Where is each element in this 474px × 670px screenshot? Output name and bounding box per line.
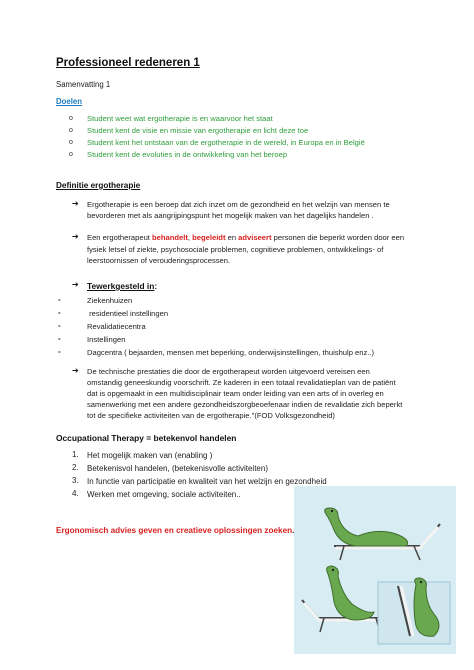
emphasis-behandelt: behandelt: [152, 233, 188, 242]
tewerk-item: Dagcentra ( bejaarden, mensen met beperking, onderwijsinstellingen, thuishulp enz..): [87, 348, 375, 357]
definitie-heading: Definitie ergotherapie: [56, 181, 141, 190]
occupational-item: Werken met omgeving, sociale activiteiten..: [87, 490, 241, 499]
number-2: 2.: [72, 463, 79, 472]
page-subtitle: Samenvatting 1: [56, 80, 111, 89]
doelen-heading: Doelen: [56, 97, 82, 106]
number-3: 3.: [72, 476, 79, 485]
dash-bullet-icon: -: [58, 295, 61, 304]
prestaties-text: samenwerking met een andere gezondheidszorgbeoefenaar indien de revalidatie zich beperkt: [87, 400, 403, 409]
goal-item: Student weet wat ergotherapie is en waarvoor het staat: [87, 114, 273, 123]
dash-bullet-icon: -: [58, 321, 61, 330]
bullet-o-icon: o: [69, 139, 73, 146]
occupational-item: Betekenisvol handelen, (betekenisvolle activiteiten): [87, 464, 268, 473]
dash-bullet-icon: -: [58, 347, 61, 356]
goal-item: Student kent het ontstaan van de ergotherapie in de wereld, in Europa en in België: [87, 138, 365, 147]
prestaties-text: omstandig geneeskundig voorschrift. Ze kaderen in een totaal revalidatieplan van de patiënt: [87, 378, 396, 387]
arrow-right-icon: ➔: [72, 366, 79, 375]
number-1: 1.: [72, 450, 79, 459]
tewerk-item: residentieel instellingen: [87, 309, 169, 318]
goal-item: Student kent de evoluties in de ontwikkeling van het beroep: [87, 150, 288, 159]
prestaties-text: dat is opgemaakt in een multidisciplinair team onder leiding van een arts of in overleg en: [87, 389, 384, 398]
page-title: Professioneel redeneren 1: [56, 57, 200, 69]
emphasis-begeleidt: begeleidt: [192, 233, 226, 242]
arrow-right-icon: ➔: [72, 280, 79, 289]
tewerk-heading: Tewerkgesteld in:: [87, 281, 158, 291]
definitie-text: bevorderen met als aangrijpingspunt het mogelijk maken van het dagelijks handelen .: [87, 211, 374, 220]
dash-bullet-icon: -: [58, 334, 61, 343]
bullet-o-icon: o: [69, 127, 73, 134]
occupational-item: In functie van participatie en kwaliteit van het welzijn en gezondheid: [87, 477, 327, 486]
tewerk-item: Instellingen: [87, 335, 126, 344]
bullet-o-icon: o: [69, 115, 73, 122]
definitie-text: Ergotherapie is een beroep dat zich inzet om de gezondheid en het welzijn van mensen te: [87, 200, 390, 209]
arrow-right-icon: ➔: [72, 199, 79, 208]
prestaties-text: De technische prestaties die door de ergotherapeut worden uitgevoerd vereisen een: [87, 367, 370, 376]
occupational-item: Het mogelijk maken van (enabling ): [87, 451, 213, 460]
arrow-right-icon: ➔: [72, 232, 79, 241]
prestaties-text: tot de specifieke activiteiten van de ergotherapie."(FOD Volksgezondheid): [87, 411, 335, 420]
dinosaur-cartoon: [294, 486, 456, 654]
definitie-text: leerstoornissen of verouderingsprocessen.: [87, 256, 231, 265]
tewerk-item: Revalidatiecentra: [87, 322, 146, 331]
definitie-text-rich: Een ergotherapeut behandelt, begeleidt en adviseert personen die beperkt worden door een: [87, 233, 405, 242]
occupational-heading: Occupational Therapy = betekenvol handelen: [56, 433, 237, 443]
ergonomisch-advies-text: Ergonomisch advies geven en creatieve oplossingen zoeken.: [56, 526, 295, 535]
number-4: 4.: [72, 489, 79, 498]
dash-bullet-icon: -: [58, 308, 61, 317]
definitie-text: fysiek letsel of ziekte, psychosociale problemen, cognitieve problemen, ontwikkelings- of: [87, 245, 384, 254]
bullet-o-icon: o: [69, 151, 73, 158]
goal-item: Student kent de visie en missie van ergotherapie en licht deze toe: [87, 126, 309, 135]
tewerk-item: Ziekenhuizen: [87, 296, 133, 305]
emphasis-adviseert: adviseert: [238, 233, 272, 242]
